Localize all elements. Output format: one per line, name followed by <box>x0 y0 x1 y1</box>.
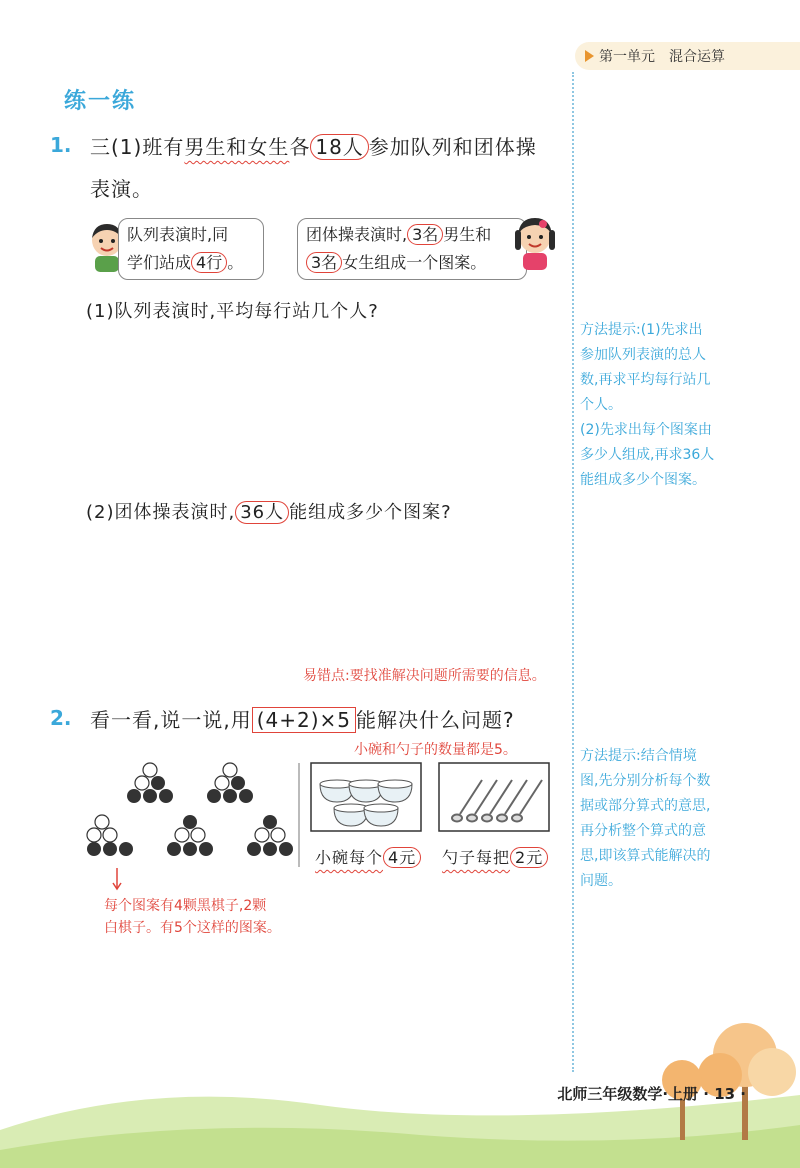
q2-hint-line1: 方法提示:结合情境 <box>580 748 697 764</box>
q1-text-each: 各 <box>289 135 311 159</box>
bubble-boy <box>118 218 264 280</box>
q1-text-pre: 三(1)班有 <box>90 135 185 159</box>
q1-hint-line6: 多少人组成,再求36人 <box>580 447 715 463</box>
q1-method-hint <box>580 318 740 493</box>
q2-expression-boxed: (4+2)×5 <box>252 707 356 733</box>
q1-hint-line7: 能组成多少个图案。 <box>580 472 706 488</box>
q1-hint-line5: (2)先求出每个图案由 <box>580 422 712 438</box>
chess-note <box>104 895 281 939</box>
q2-text-post: 能解决什么问题? <box>356 708 515 732</box>
spoon-label-pre: 勺子每把 <box>442 848 511 867</box>
bubble-girl-line2-post: 女生组成一个图案。 <box>342 253 487 272</box>
chess-note-line1: 每个图案有4颗黑棋子,2颗 <box>104 898 267 914</box>
q1-sub2-pre: (2)团体操表演时, <box>86 502 236 523</box>
picture-divider <box>298 763 300 867</box>
chess-pattern-5 <box>247 815 293 856</box>
q1-sub1: (1)队列表演时,平均每行站几个人? <box>86 301 379 322</box>
q2-number: 2. <box>50 706 72 730</box>
q2-text-pre: 看一看,说一说,用 <box>90 708 252 732</box>
triangle-icon <box>585 50 594 62</box>
chess-note-line2: 白棋子。有5个这样的图案。 <box>104 920 281 936</box>
topic-label: 混合运算 <box>669 49 725 65</box>
chess-pattern-4 <box>167 815 213 856</box>
bowl-label-pre: 小碗每个 <box>315 848 384 867</box>
q2-hint-line2: 图,先分别分析每个数 <box>580 773 711 789</box>
bowls-picture <box>310 762 422 832</box>
bubble-girl-line1-post: 男生和 <box>443 225 492 244</box>
chess-pattern-2 <box>207 763 253 803</box>
q1-number: 1. <box>50 133 72 157</box>
spoon-price-circled: 2元 <box>510 847 548 868</box>
q1-count-circled: 18人 <box>310 134 368 160</box>
bubble-girl-line1 <box>306 221 518 249</box>
q2-method-hint <box>580 744 740 894</box>
chess-pattern-group <box>86 758 296 862</box>
bubble-girl-line1-pre: 团体操表演时, <box>306 225 408 244</box>
chess-pattern-1 <box>127 763 173 803</box>
chess-pattern-3 <box>87 815 133 856</box>
q2-hint-line5: 思,即该算式能解决的 <box>580 848 711 864</box>
q2-hint-line3: 据或部分算式的意思, <box>580 798 711 814</box>
margin-divider <box>572 72 574 1072</box>
q1-hint-line4: 个人。 <box>580 397 622 413</box>
page-number: · 13 · <box>703 1085 746 1103</box>
q1-sub2 <box>86 498 452 524</box>
q1-text <box>90 131 537 160</box>
error-prone-note: 易错点:要找准解决问题所需要的信息。 <box>303 668 546 684</box>
unit-header <box>575 42 800 70</box>
bubble-girl-circled-1: 3名 <box>407 224 443 245</box>
arrow-down-icon <box>110 866 124 892</box>
bubble-girl-circled-2: 3名 <box>306 252 342 273</box>
q1-hint-line1: 方法提示:(1)先求出 <box>580 322 703 338</box>
bubble-girl-line2 <box>306 249 518 277</box>
q2-hint-line6: 问题。 <box>580 873 622 889</box>
bubble-boy-line2-post: 。 <box>227 253 244 272</box>
unit-label: 第一单元 <box>599 49 655 65</box>
section-title: 练一练 <box>64 89 137 114</box>
q1-text-line2: 表演。 <box>90 177 153 201</box>
q1-hint-line2: 参加队列表演的总人 <box>580 347 706 363</box>
quantity-note: 小碗和勺子的数量都是5。 <box>354 742 517 758</box>
girl-avatar-icon <box>513 216 557 270</box>
bubble-boy-circled: 4行 <box>191 252 227 273</box>
bubble-boy-line1: 队列表演时,同 <box>127 225 229 244</box>
q1-sub2-circled: 36人 <box>235 501 289 524</box>
bowl-price-circled: 4元 <box>383 847 421 868</box>
spoon-price-label <box>442 845 548 868</box>
q2-text <box>90 704 515 733</box>
q1-text-post: 参加队列和团体操 <box>368 135 537 159</box>
q1-text-wavy: 男生和女生 <box>184 135 290 159</box>
footer-book-title: 北师三年级数学·上册 <box>557 1085 699 1103</box>
q1-hint-line3: 数,再求平均每行站几 <box>580 372 711 388</box>
bubble-girl <box>297 218 527 280</box>
bubble-boy-line2-pre: 学们站成 <box>127 253 192 272</box>
footer <box>557 1083 746 1104</box>
spoons-picture <box>438 762 550 832</box>
bowl-price-label <box>315 845 421 868</box>
bubble-boy-line2 <box>127 249 255 277</box>
q1-sub2-post: 能组成多少个图案? <box>289 502 452 523</box>
q2-hint-line4: 再分析整个算式的意 <box>580 823 706 839</box>
